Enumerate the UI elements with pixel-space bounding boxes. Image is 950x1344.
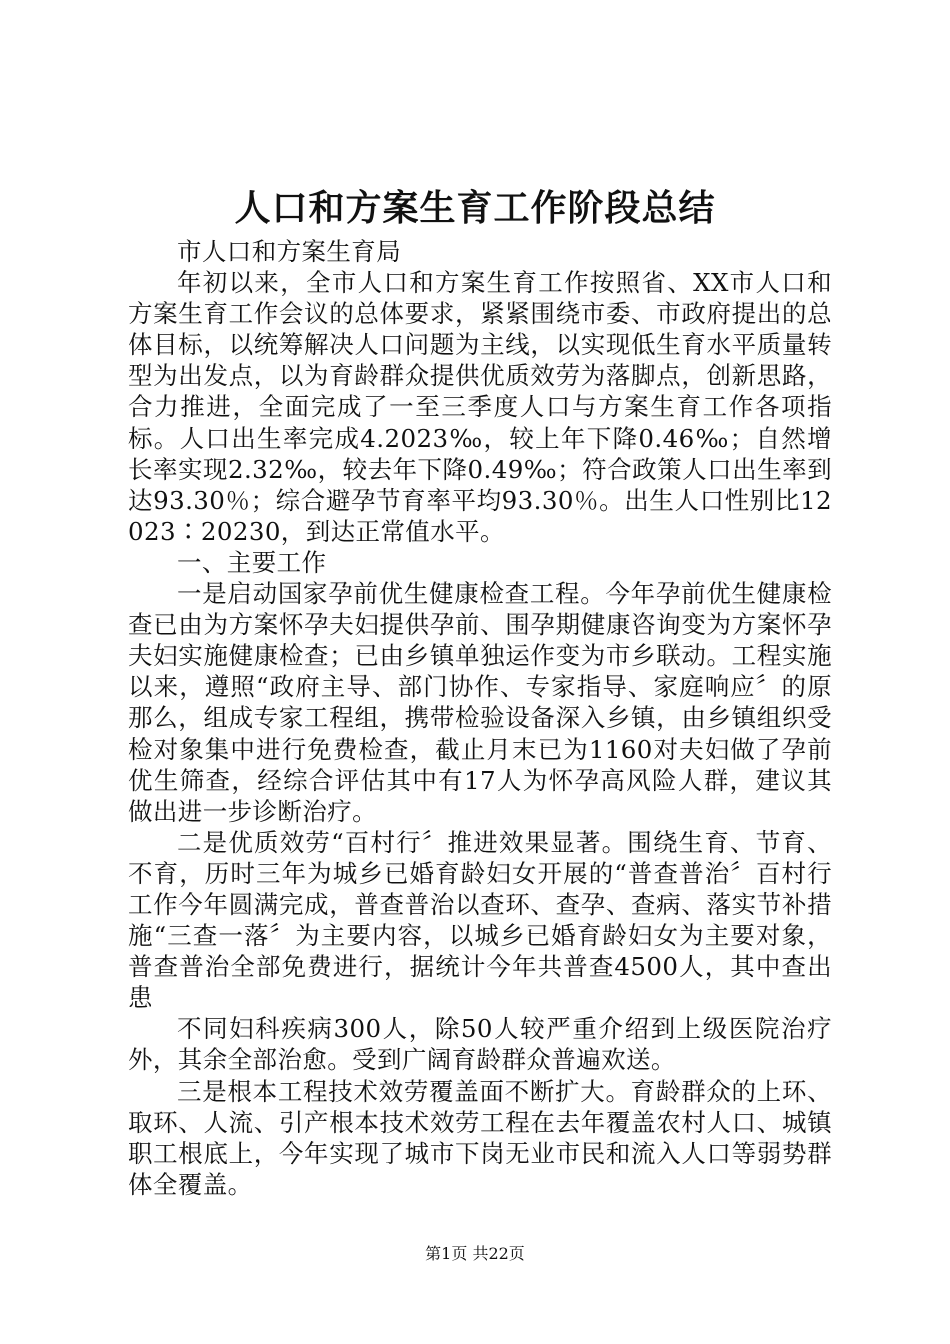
document-title: 人口和方案生育工作阶段总结: [234, 187, 716, 229]
author-line: 市人口和方案生育局: [177, 237, 402, 266]
page-number-footer: 第1页 共22页: [425, 1244, 525, 1263]
paragraph-item-3: 三是根本工程技术效劳覆盖面不断扩大。育龄群众的上环、取环、人流、引产根本技术效劳工程在去年覆盖农村人口、城镇职工根底上，今年实现了城市下岗无业市民和流入人口等弱势群体全覆盖。: [128, 1076, 832, 1199]
paragraph-item-2: 二是优质效劳“百村行〞推进效果显著。围绕生育、节育、不育，历时三年为城乡已婚育龄妇女开展的“普查普治〞百村行工作今年圆满完成，普查普治以查环、查孕、查病、落实节补措施“三查一落〞为主要内容，以城乡已婚育龄妇女为主要对象，普查普治全部免费进行，据统计今年共普查4500人，其中查出患: [128, 827, 832, 1013]
section-heading: 一、主要工作: [177, 547, 327, 577]
intro-paragraph: 年初以来，全市人口和方案生育工作按照省、XX市人口和方案生育工作会议的总体要求，紧紧围绕市委、市政府提出的总体目标，以统筹解决人口问题为主线，以实现低生育水平质量转型为出发点，以为育龄群众提供优质效劳为落脚点，创新思路，合力推进，全面完成了一至三季度人口与方案生育工作各项指标。人口出生率完成4.2023‰，较上年下降0.46‰；自然增长率实现2.32‰，较去年下降0.49‰；符合政策人口出生率到达93.30％；综合避孕节育率平均93.30％。出生人口性别比12023∶20230，到达正常值水平。: [128, 268, 832, 546]
document-body: [128, 236, 832, 1200]
paragraph-item-1: 一是启动国家孕前优生健康检查工程。今年孕前优生健康检查已由为方案怀孕夫妇提供孕前、围孕期健康咨询变为方案怀孕夫妇实施健康检查；已由乡镇单独运作变为市乡联动。工程实施以来，遵照“政府主导、部门协作、专家指导、家庭响应〞的原那么，组成专家工程组，携带检验设备深入乡镇，由乡镇组织受检对象集中进行免费检查，截止月末已为1160对夫妇做了孕前优生筛查，经综合评估其中有17人为怀孕高风险人群，建议其做出进一步诊断治疗。: [128, 579, 832, 826]
paragraph-continuation: 不同妇科疾病300人，除50人较严重介绍到上级医院治疗外，其余全部治愈。受到广阔育龄群众普遍欢送。: [128, 1014, 832, 1075]
